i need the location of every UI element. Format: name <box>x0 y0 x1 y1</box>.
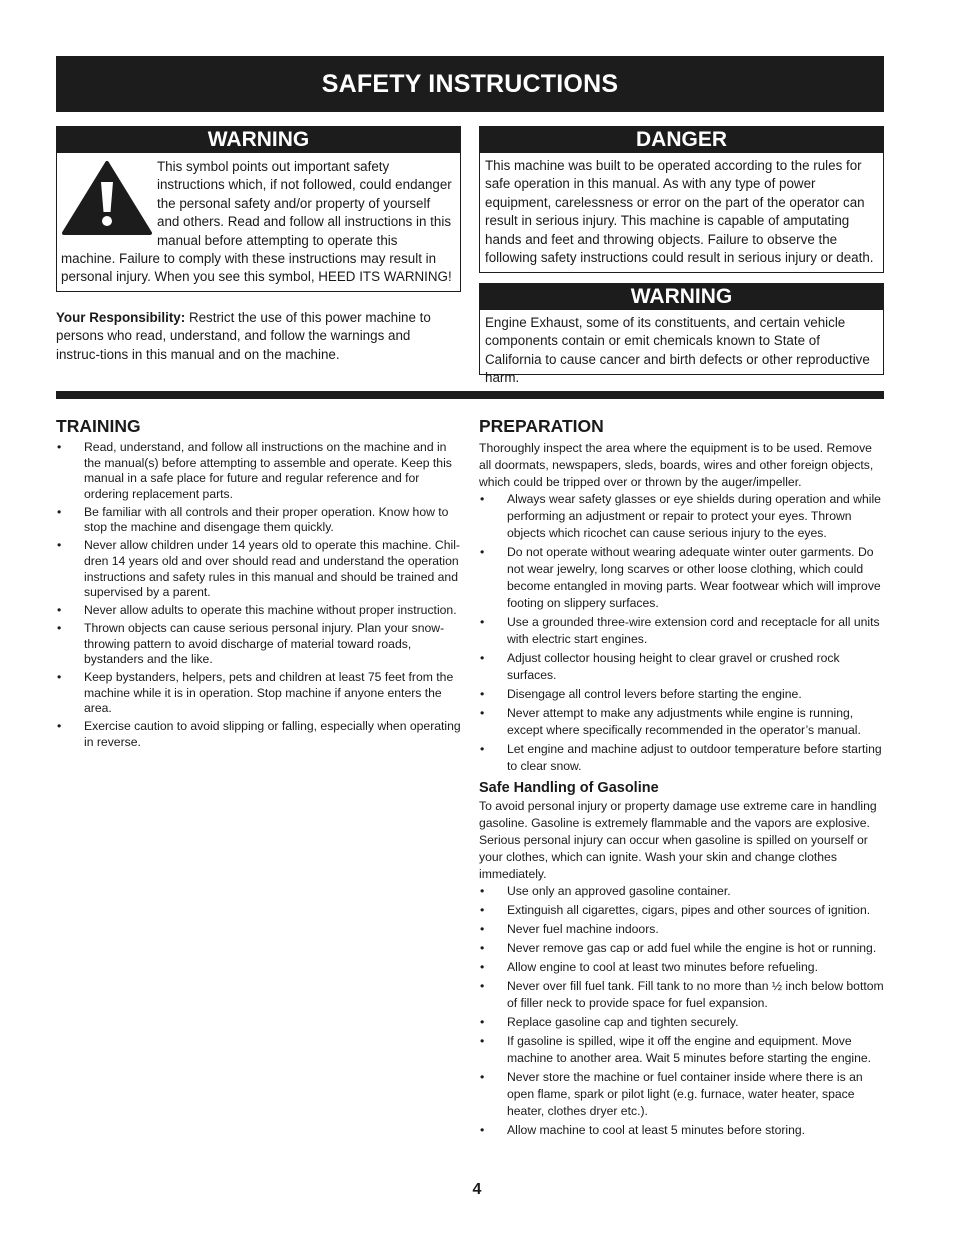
exhaust-warning-heading: WARNING <box>480 284 883 310</box>
list-item: • Never over fill fuel tank. Fill tank to no more than ½ inch below bottom of filler neck to provide space for fuel expansion. <box>479 978 884 1012</box>
list-item: • Read, understand, and follow all instructions on the machine and in the manual(s) before attempting to assemble and operate. Keep this manual in a safe place for future and regular reference and for ordering replacement parts. <box>56 440 461 502</box>
list-item: • Never attempt to make any adjustments while engine is running, except where specifically recommended in the operator’s manual. <box>479 705 884 739</box>
list-item: • Never remove gas cap or add fuel while the engine is hot or running. <box>479 940 884 957</box>
training-title: TRAINING <box>56 416 141 436</box>
gasoline-intro: To avoid personal injury or property damage use extreme care in handling gasoline. Gasoline is extremely flammable and the vapors are explosive. Serious personal injury can occur when gasoline is spilled on yourself or your clothes, which can ignite. Wash your skin and change clothes immediately. <box>479 799 877 881</box>
list-item: • Never allow adults to operate this machine without proper instruction. <box>56 603 461 619</box>
list-item: • Disengage all control levers before starting the engine. <box>479 686 884 703</box>
list-item: • Always wear safety glasses or eye shields during operation and while performing an adjustment or repair to protect your eyes. Thrown objects which ricochet can cause serious injury to the eyes. <box>479 491 884 542</box>
section-divider <box>56 391 884 399</box>
list-item: • Use a grounded three-wire extension cord and receptacle for all units with electric start engines. <box>479 614 884 648</box>
warning-box <box>56 126 461 292</box>
training-section <box>56 416 461 753</box>
preparation-list <box>479 491 884 775</box>
list-item: • Never store the machine or fuel container inside where there is an open flame, spark or pilot light (e.g. furnace, water heater, space heater, clothes dryer etc.). <box>479 1069 884 1120</box>
list-item: • Exercise caution to avoid slipping or falling, especially when operating in reverse. <box>56 719 461 750</box>
list-item: • Adjust collector housing height to clear gravel or crushed rock surfaces. <box>479 650 884 684</box>
responsibility-text: Restrict the use of this power machine to persons who read, understand, and follow the warnings and instruc-tions in this manual and on the machine. <box>56 310 431 362</box>
list-item: • If gasoline is spilled, wipe it off the engine and equipment. Move machine to another area. Wait 5 minutes before starting the engine. <box>479 1033 884 1067</box>
page-title: SAFETY INSTRUCTIONS <box>321 69 619 98</box>
exhaust-warning-box <box>479 283 884 386</box>
list-item: • Keep bystanders, helpers, pets and children at least 75 feet from the machine while it is in operation. Stop machine if anyone enters the area. <box>56 670 461 717</box>
exhaust-warning-body: Engine Exhaust, some of its constituents, and certain vehicle components contain or emit chemicals known to State of California to cause cancer and birth defects or other reproductive harm. <box>485 315 870 386</box>
exclamation-triangle-icon <box>61 160 153 236</box>
danger-box-heading: DANGER <box>480 127 883 153</box>
page-number: 4 <box>472 1181 482 1198</box>
list-item: • Extinguish all cigarettes, cigars, pipes and other sources of ignition. <box>479 902 884 919</box>
warning-box-body <box>57 153 460 291</box>
list-item: • Replace gasoline cap and tighten securely. <box>479 1014 884 1031</box>
danger-box-body: This machine was built to be operated according to the rules for safe operation in this manual. As with any type of power equipment, carelessness or error on the part of the operator can result in serious injury. This machine is capable of amputating hands and feet and throwing objects. Failure to observe the following safety instructions could result in serious injury or death. <box>485 158 874 266</box>
training-list <box>56 440 461 751</box>
list-item: • Use only an approved gasoline container. <box>479 883 884 900</box>
responsibility-label: Your Responsibility: <box>56 310 186 325</box>
preparation-section <box>479 416 884 1141</box>
danger-box <box>479 126 884 273</box>
list-item: • Thrown objects can cause serious personal injury. Plan your snow-throwing pattern to avoid discharge of material toward roads, bystanders and the like. <box>56 621 461 668</box>
list-item: • Let engine and machine adjust to outdoor temperature before starting to clear snow. <box>479 741 884 775</box>
responsibility-paragraph <box>56 309 452 364</box>
list-item: • Never fuel machine indoors. <box>479 921 884 938</box>
gasoline-title: Safe Handling of Gasoline <box>479 780 659 796</box>
list-item: • Never allow children under 14 years old to operate this machine. Chil-dren 14 years old and over should read and understand the operation instructions and safety rules in this manual and should be trained and supervised by a parent. <box>56 538 461 600</box>
list-item: • Allow engine to cool at least two minutes before refueling. <box>479 959 884 976</box>
list-item: • Do not operate without wearing adequate winter outer garments. Do not wear jewelry, long scarves or other loose clothing, which could become entangled in moving parts. Wear footwear which will improve footing on slippery surfaces. <box>479 544 884 612</box>
list-item: • Be familiar with all controls and their proper operation. Know how to stop the machine and disengage them quickly. <box>56 505 461 536</box>
warning-box-text: This symbol points out important safety instructions which, if not followed, could endanger the personal safety and/or property of yourself and others. Read and follow all instructions in this manual before attempting to operate this machine. Failure to comply with these instructions may result in personal injury. When you see this symbol, HEED ITS WARNING! <box>61 159 452 285</box>
list-item: • Allow machine to cool at least 5 minutes before storing. <box>479 1122 884 1139</box>
page-title-banner <box>56 56 884 112</box>
preparation-title: PREPARATION <box>479 416 604 436</box>
preparation-intro: Thoroughly inspect the area where the equipment is to be used. Remove all doormats, newspapers, sleds, boards, wires and other foreign objects, which could be tripped over or thrown by the auger/impeller. <box>479 441 874 489</box>
warning-box-heading: WARNING <box>57 127 460 153</box>
gasoline-list <box>479 883 884 1139</box>
